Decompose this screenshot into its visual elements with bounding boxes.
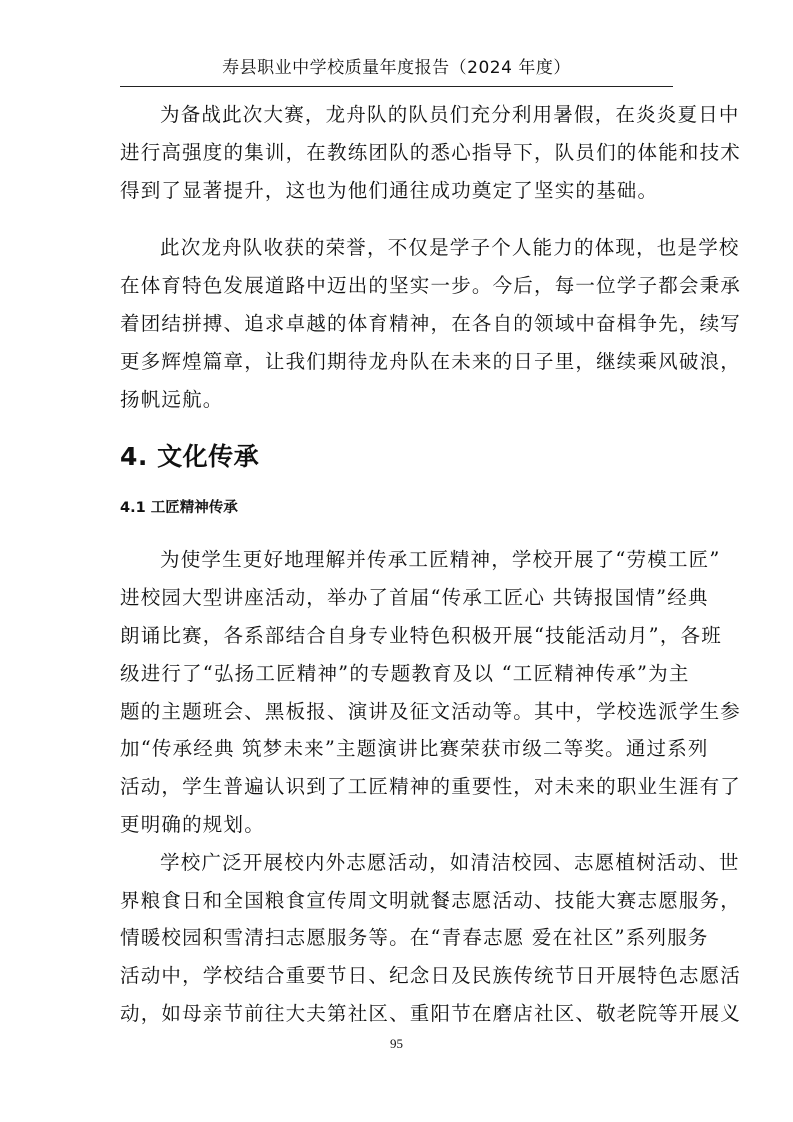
text-line: 为使学生更好地理解并传承工匠精神，学校开展了“劳模工匠”: [160, 548, 721, 572]
text-line: 界粮食日和全国粮食宣传周文明就餐志愿活动、技能大赛志愿服务，: [120, 888, 742, 912]
text-line: 更明确的规划。: [120, 812, 265, 836]
text-line: 朗诵比赛，各系部结合自身专业特色积极开展“技能活动月”，各班: [120, 623, 722, 647]
text-line: 进校园大型讲座活动，举办了首届“传承工匠心 共铸报国情”经典: [120, 586, 709, 610]
paragraph-volunteer: [120, 844, 742, 1033]
page-content: [120, 96, 742, 1033]
header-title: 寿县职业中学校质量年度报告（2024 年度）: [222, 58, 571, 78]
text-line: 加“传承经典 筑梦未来”主题演讲比赛荣获市级二等奖。通过系列: [120, 737, 709, 761]
text-line: 着团结拼搏、追求卓越的体育精神，在各自的领域中奋楫争先，续写: [120, 311, 742, 335]
text-line: 在体育特色发展道路中迈出的坚实一步。今后，每一位学子都会秉承: [120, 274, 742, 298]
text-line: 活动中，学校结合重要节日、纪念日及民族传统节日开展特色志愿活: [120, 964, 742, 988]
text-line: 此次龙舟队收获的荣誉，不仅是学子个人能力的体现，也是学校: [160, 236, 740, 260]
paragraph-craftsman-spirit: [120, 541, 742, 843]
text-line: 为备战此次大赛，龙舟队的队员们充分利用暑假，在炎炎夏日中: [160, 103, 740, 126]
section-heading: 4. 文化传承: [120, 442, 260, 472]
text-line: 情暖校园积雪清扫志愿服务等。在“青春志愿 爱在社区”系列服务: [120, 926, 709, 950]
text-line: 得到了显著提升，这也为他们通往成功奠定了坚实的基础。: [120, 178, 659, 202]
text-line: 动，如母亲节前往大夫第社区、重阳节在磨店社区、敬老院等开展义: [120, 1001, 742, 1025]
text-line: 级进行了“弘扬工匠精神”的专题教育及以 “工匠精神传承”为主: [120, 661, 690, 685]
subsection-heading: 4.1 工匠精神传承: [120, 500, 238, 517]
text-line: 学校广泛开展校内外志愿活动，如清洁校园、志愿植树活动、世: [160, 850, 740, 874]
page-number: 95: [390, 1036, 403, 1051]
text-line: 题的主题班会、黑板报、演讲及征文活动等。其中，学校选派学生参: [120, 699, 742, 723]
text-line: 活动，学生普遍认识到了工匠精神的重要性，对未来的职业生涯有了: [120, 775, 742, 799]
paragraph-honor: [120, 229, 742, 418]
page-header: [120, 56, 673, 87]
text-line: 扬帆远航。: [120, 387, 224, 411]
paragraph-training: [120, 96, 742, 209]
text-line: 进行高强度的集训，在教练团队的悉心指导下，队员们的体能和技术: [120, 140, 742, 164]
text-line: 更多辉煌篇章，让我们期待龙舟队在未来的日子里，继续乘风破浪，: [120, 349, 742, 373]
